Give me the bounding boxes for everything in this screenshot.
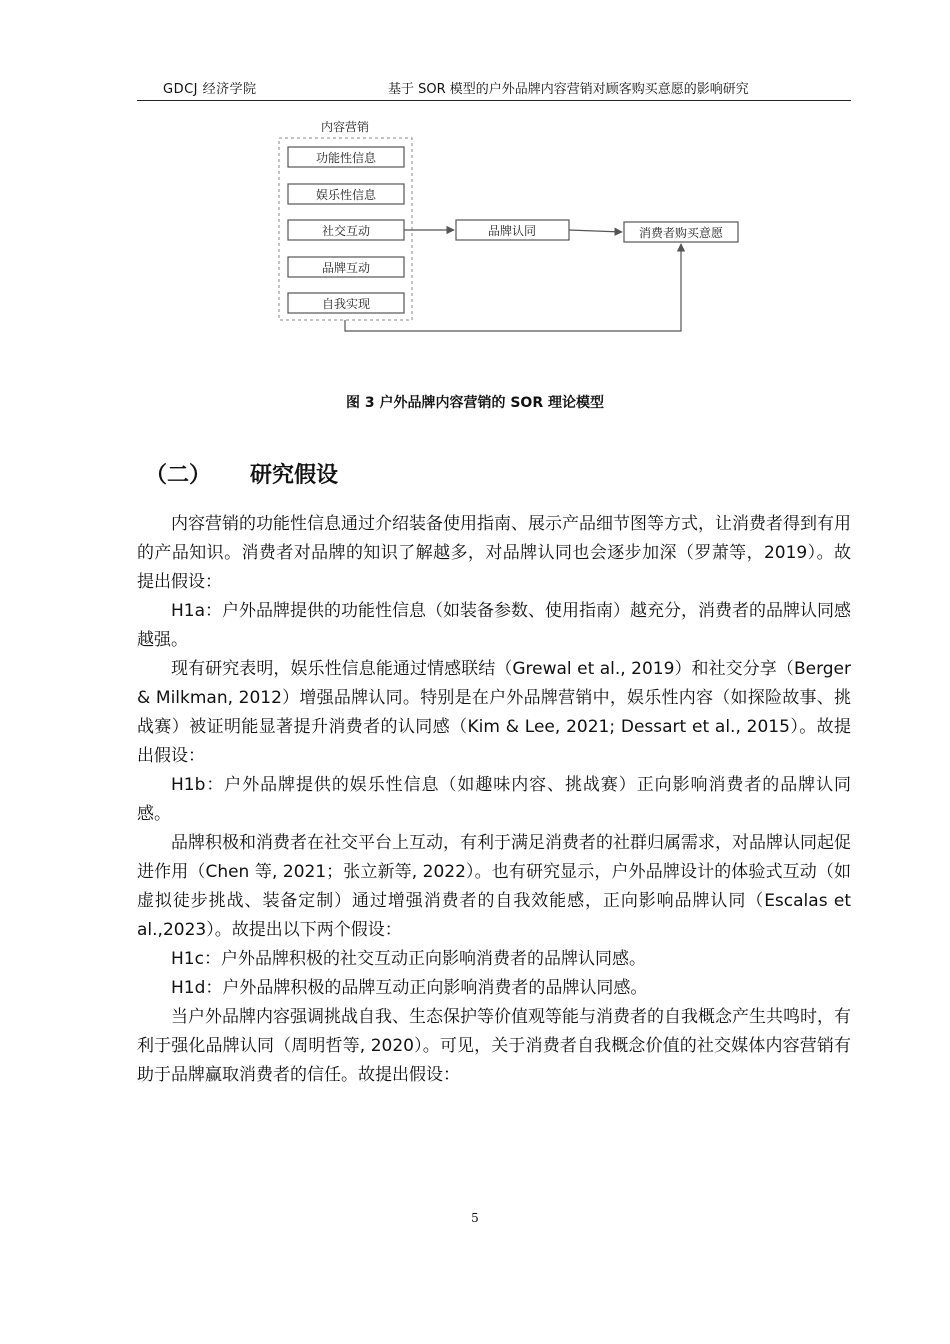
paragraph: 品牌积极和消费者在社交平台上互动，有利于满足消费者的社群归属需求，对品牌认同起促进作用（Chen 等, 2021；张立新等, 2022）。也有研究显示，户外品牌设计的体验式互动（如虚拟徒步挑战、装备定制）通过增强消费者的自我效能感，正向影响品牌认同（Escalas et al.,2023）。故提出以下两个假设：	[137, 833, 851, 940]
stimulus-label: 功能性信息	[315, 151, 377, 165]
stimulus-box	[288, 147, 404, 167]
stimulus-label: 品牌互动	[321, 261, 371, 275]
arrow-identity-to-intention	[569, 230, 622, 232]
response-label: 消费者购买意愿	[638, 226, 724, 240]
paragraph: H1b：户外品牌提供的娱乐性信息（如趣味内容、挑战赛）正向影响消费者的品牌认同感。	[137, 775, 851, 824]
section-title: 研究假设	[250, 463, 339, 488]
header-right: 基于 SOR 模型的户外品牌内容营销对顾客购买意愿的影响研究	[388, 82, 749, 97]
page-number: 5	[471, 1211, 479, 1225]
stimulus-box	[288, 257, 404, 277]
paragraph: 当户外品牌内容强调挑战自我、生态保护等价值观等能与消费者的自我概念产生共鸣时，有利于强化品牌认同（周明哲等, 2020）。可见，关于消费者自我概念价值的社交媒体内容营销有助于品牌赢取消费者的信任。故提出假设：	[137, 1007, 851, 1085]
organism-box	[456, 220, 569, 240]
stimulus-label: 社交互动	[321, 224, 371, 238]
paragraph: 内容营销的功能性信息通过介绍装备使用指南、展示产品细节图等方式，让消费者得到有用的产品知识。消费者对品牌的知识了解越多，对品牌认同也会逐步加深（罗萧等，2019）。故提出假设：	[137, 514, 851, 592]
paragraph: 现有研究表明，娱乐性信息能通过情感联结（Grewal et al., 2019）和社交分享（Berger & Milkman, 2012）增强品牌认同。特别是在户外品牌营销中，娱乐性内容（如探险故事、挑战赛）被证明能显著提升消费者的认同感（Kim & Lee, 2021; Dessart et al., 2015）。故提出假设：	[137, 659, 851, 766]
group-label: 内容营销	[320, 120, 370, 134]
paragraph: H1c：户外品牌积极的社交互动正向影响消费者的品牌认同感。	[171, 949, 646, 969]
sor-model-diagram	[0, 0, 950, 380]
stimulus-box	[288, 220, 404, 240]
stimulus-box	[288, 184, 404, 204]
stimulus-box	[288, 293, 404, 313]
stimulus-label: 自我实现	[321, 297, 371, 311]
stimulus-label: 娱乐性信息	[315, 188, 377, 202]
paragraph: H1a：户外品牌提供的功能性信息（如装备参数、使用指南）越充分，消费者的品牌认同感越强。	[137, 601, 852, 650]
response-box	[624, 222, 738, 242]
organism-label: 品牌认同	[487, 224, 537, 238]
section-heading	[145, 458, 338, 489]
figure-caption: 图 3 户外品牌内容营销的 SOR 理论模型	[345, 395, 604, 411]
section-number: （二）	[145, 463, 212, 488]
paragraph: H1d：户外品牌积极的品牌互动正向影响消费者的品牌认同感。	[171, 978, 648, 998]
body-text	[137, 510, 851, 1090]
header-left: GDCJ 经济学院	[163, 82, 257, 97]
